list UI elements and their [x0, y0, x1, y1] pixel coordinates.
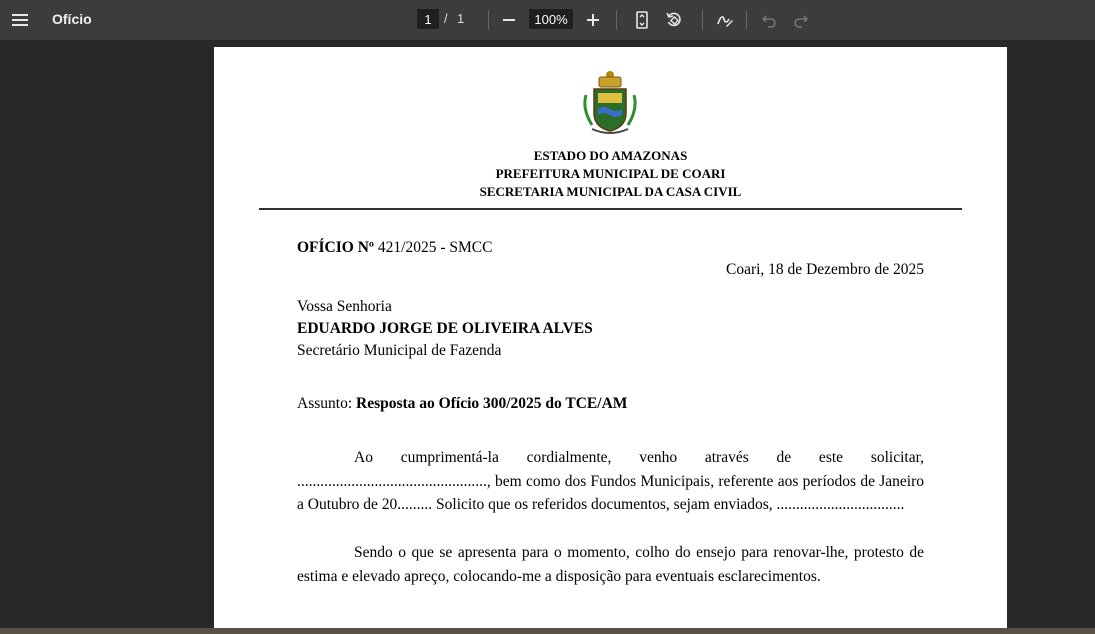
- salutation: Vossa Senhoria: [297, 298, 392, 315]
- paragraph-request: Ao cumprimentá-la cordialmente, venho através de este solicitar, ................................................., bem como dos Fundos Municipais, referente aos períodos de Janeiro a Outubro de 20......... Solicito que os referidos documentos, sejam enviados, .................................: [297, 449, 924, 513]
- draw-icon[interactable]: [713, 8, 737, 32]
- office-reference: [297, 237, 492, 259]
- toolbar-divider: [488, 10, 489, 30]
- recipient-name: EDUARDO JORGE DE OLIVEIRA ALVES: [297, 320, 593, 337]
- page-total: 1: [457, 11, 465, 26]
- letterhead-secretariat: SECRETARIA MUNICIPAL DA CASA CIVIL: [479, 184, 742, 199]
- place-date: Coari, 18 de Dezembro de 2025: [726, 261, 924, 278]
- subject-text: Resposta ao Ofício 300/2025 do TCE/AM: [356, 395, 628, 412]
- toolbar-divider: [702, 10, 703, 30]
- pdf-toolbar: [0, 0, 1095, 40]
- subject-label: Assunto:: [297, 395, 356, 412]
- office-number: 421/2025 - SMCC: [374, 239, 493, 256]
- letterhead-state: ESTADO DO AMAZONAS: [533, 148, 688, 163]
- page-separator: /: [444, 11, 448, 26]
- document-page: [214, 47, 1007, 628]
- menu-icon[interactable]: [10, 10, 30, 30]
- background-strip: [0, 628, 1095, 634]
- zoom-in-icon[interactable]: [581, 8, 605, 32]
- undo-icon[interactable]: [757, 8, 781, 32]
- page-number-input[interactable]: [417, 9, 439, 29]
- zoom-level-input[interactable]: [529, 9, 573, 29]
- header-divider: [259, 208, 962, 210]
- toolbar-divider: [746, 10, 747, 30]
- recipient-title: Secretário Municipal de Fazenda: [297, 342, 502, 359]
- coat-of-arms-icon: [580, 69, 640, 139]
- document-title: Ofício: [52, 11, 92, 27]
- office-label: OFÍCIO Nº: [297, 239, 375, 256]
- toolbar-divider: [616, 10, 617, 30]
- subject-line: [297, 393, 627, 415]
- rotate-icon[interactable]: [662, 8, 686, 32]
- letterhead-prefecture: PREFEITURA MUNICIPAL DE COARI: [495, 166, 726, 181]
- fit-page-icon[interactable]: [630, 8, 654, 32]
- redo-icon[interactable]: [789, 8, 813, 32]
- paragraph-closing: Sendo o que se apresenta para o momento, colho do ensejo para renovar-lhe, protesto de estima e elevado apreço, colocando-me a disposição para eventuais esclarecimentos.: [297, 544, 924, 585]
- zoom-out-icon[interactable]: [497, 8, 521, 32]
